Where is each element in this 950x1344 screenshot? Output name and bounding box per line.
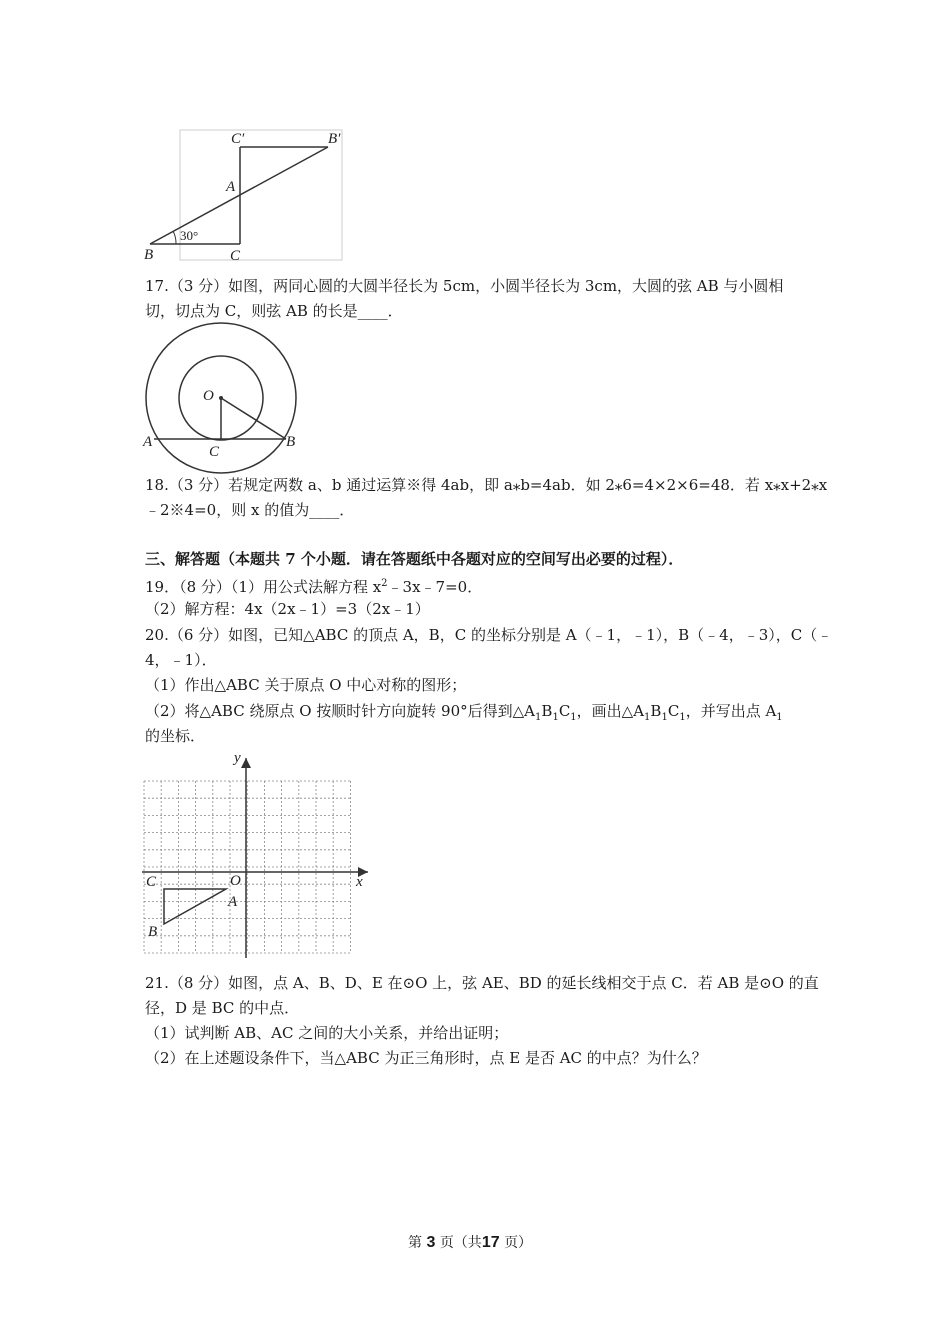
label-b-prime: B′	[328, 131, 341, 147]
q20-line2: 4，﹣1）．	[145, 651, 217, 669]
label-b: B	[144, 247, 154, 263]
q18-line2: ﹣2※4=0，则 x 的值为____．	[145, 501, 355, 519]
label-y: y	[234, 750, 241, 766]
q21-line4: （2）在上述题设条件下，当△ABC 为正三角形时，点 E 是否 AC 的中点？为什么？	[145, 1049, 707, 1067]
label-b: B	[148, 924, 158, 940]
label-angle-30: 30°	[180, 228, 199, 243]
q20-line1: 20.（6 分）如图，已知△ABC 的顶点 A，B，C 的坐标分别是 A（﹣1，﹣1），B（﹣4，﹣3），C（﹣	[145, 626, 833, 644]
section-heading: 三、解答题（本题共 7 个小题．请在答题纸中各题对应的空间写出必要的过程）．	[145, 550, 684, 568]
q17-line2: 切，切点为 C，则弦 AB 的长是____．	[145, 302, 403, 320]
figure-17	[140, 322, 305, 482]
label-c: C	[209, 444, 220, 460]
figure-20-grid	[130, 748, 375, 963]
q20-line4: （2）将△ABC 绕原点 O 按顺时针方向旋转 90°后得到$\triangle A_1B_1C_1$，画出$\triangle A_1B_1C_1$，并写出点 $A_1$	[145, 702, 783, 723]
label-c: C	[230, 248, 241, 264]
label-o: O	[230, 873, 241, 889]
label-a: A	[228, 894, 238, 910]
q20-line5: 的坐标．	[145, 727, 206, 745]
q21-line1: 21.（8 分）如图，点 A、B、D、E 在⊙O 上，弦 AE、BD 的延长线相交于点 C．若 AB 是⊙O 的直	[145, 974, 819, 992]
segment-ob	[221, 398, 286, 439]
label-a: A	[143, 434, 153, 450]
label-x: x	[356, 874, 363, 890]
page-footer: 第 3 页（共17 页）	[408, 1234, 533, 1251]
figure-16	[140, 128, 345, 263]
page-number: 3	[426, 1234, 436, 1251]
label-c-prime: C′	[231, 131, 245, 147]
label-c: C	[146, 874, 157, 890]
q19-line1: 19．（8 分）（1）用公式法解方程 $x^2﹣3x﹣7=0$．	[145, 578, 483, 596]
label-b: B	[286, 434, 296, 450]
segment-b-b-prime	[150, 147, 328, 244]
angle-arc	[173, 231, 176, 244]
q20-line3: （1）作出△ABC 关于原点 O 中心对称的图形；	[145, 676, 467, 694]
q21-line2: 径，D 是 BC 的中点．	[145, 999, 300, 1017]
q21-line3: （1）试判断 AB、AC 之间的大小关系，并给出证明；	[145, 1024, 509, 1042]
label-o: O	[203, 388, 214, 404]
label-a: A	[226, 179, 236, 195]
q17-line1: 17.（3 分）如图，两同心圆的大圆半径长为 5cm，小圆半径长为 3cm，大圆的弦 AB 与小圆相	[145, 277, 784, 295]
q18-line1: 18.（3 分）若规定两数 a、b 通过运算※得 4ab，即 a⁎b=4ab．如 2⁎6=4×2×6=48．若 x⁎x+2⁎x	[145, 476, 828, 494]
grid-lines	[144, 781, 350, 953]
q19-line2: （2）解方程：4x（2x﹣1）=3（2x﹣1）	[145, 600, 430, 618]
y-axis-arrow	[241, 758, 251, 768]
page-total: 17	[481, 1234, 500, 1251]
